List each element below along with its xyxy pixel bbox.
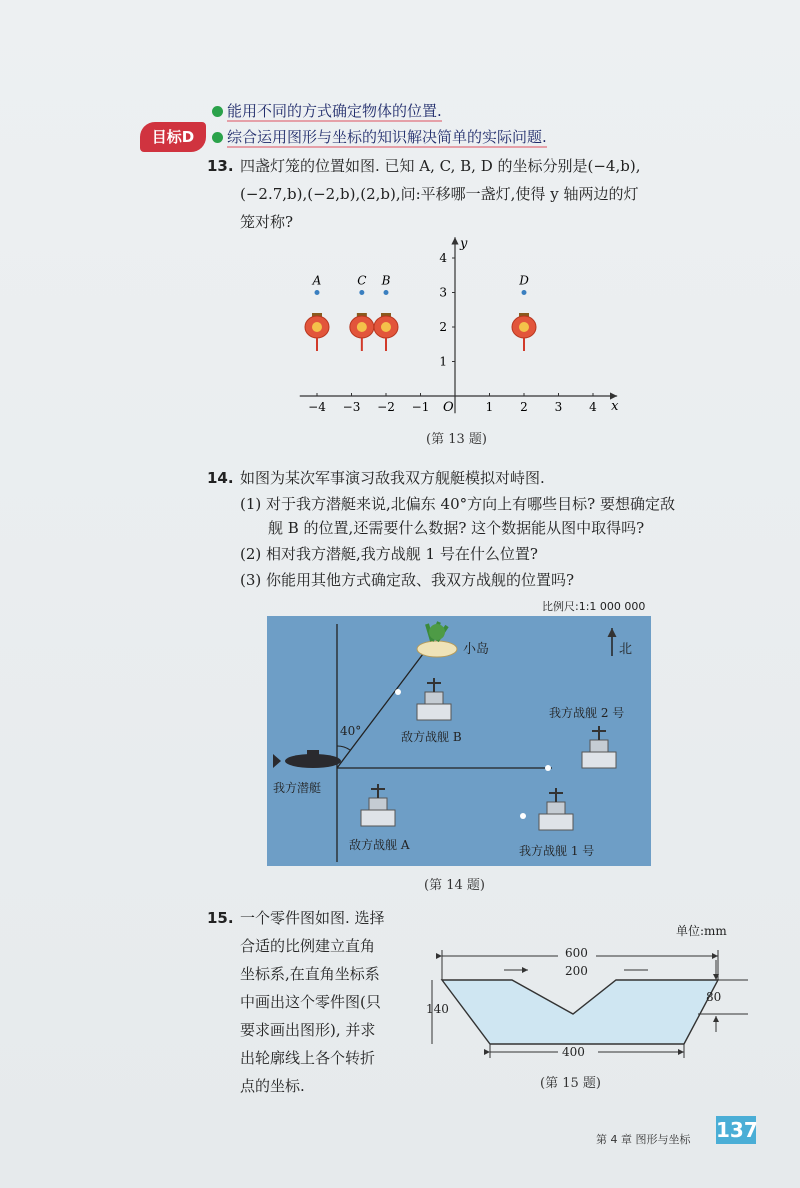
- x-tick-label: −2: [377, 400, 395, 414]
- y-tick-label: 2: [439, 320, 447, 334]
- scale-label: 比例尺:1:1 000 000: [542, 600, 646, 613]
- dimension-depth: 80: [706, 990, 722, 1004]
- data-point: [315, 290, 320, 295]
- question-13-line: (−2.7,b),(−2,b),(2,b),问:平移哪一盏灯,使得 y 轴两边的灯: [240, 185, 639, 203]
- coordinate-chart: [280, 228, 640, 418]
- lantern-center: [381, 322, 391, 332]
- point-marker: [520, 813, 526, 819]
- x-tick-label: −4: [308, 400, 326, 414]
- figure-caption: (第 13 题): [426, 432, 487, 447]
- our-ship-1-label: 我方战舰 1 号: [519, 844, 595, 858]
- question-number: 13.: [207, 157, 234, 175]
- question-14-intro: 如图为某次军事演习敌我双方舰艇模拟对峙图.: [240, 469, 545, 487]
- enemy-ship-b-label: 敌方战舰 B: [401, 730, 462, 744]
- figure-caption: (第 14 题): [424, 878, 485, 893]
- lantern-icon: [374, 313, 398, 351]
- island-icon: [417, 622, 457, 657]
- x-tick-label: −3: [342, 400, 361, 414]
- data-point: [522, 290, 527, 295]
- question-15-line: 坐标系,在直角坐标系: [240, 965, 380, 983]
- y-tick-label: 1: [439, 354, 447, 369]
- ship-icon: [582, 726, 616, 768]
- point-label: C: [357, 273, 367, 288]
- page-number: 137: [716, 1118, 758, 1142]
- bullet-icon: [212, 106, 223, 117]
- lantern-center: [312, 322, 322, 332]
- ship-icon: [539, 788, 573, 830]
- question-number: 15.: [207, 909, 234, 927]
- x-tick-label: −1: [411, 400, 430, 414]
- point-label: D: [519, 273, 529, 288]
- bullet-icon: [212, 132, 223, 143]
- question-15-line: 点的坐标.: [240, 1077, 305, 1095]
- enemy-ship-a-label: 敌方战舰 A: [349, 838, 410, 852]
- y-tick-label: 4: [439, 251, 447, 265]
- point-label: A: [312, 273, 322, 288]
- dimension-bottom: 400: [562, 1045, 585, 1059]
- question-13-line: 四盏灯笼的位置如图. 已知 A, C, B, D 的坐标分别是(−4,b),: [240, 157, 641, 175]
- question-14-part: (1) 对于我方潜艇来说,北偏东 40°方向上有哪些目标? 要想确定敌: [240, 495, 675, 513]
- x-tick-label: 2: [520, 400, 528, 414]
- goal-item: 能用不同的方式确定物体的位置.: [212, 100, 442, 121]
- our-ship-2-label: 我方战舰 2 号: [549, 706, 625, 720]
- x-tick-label: 3: [554, 400, 563, 414]
- part-outline: [442, 980, 718, 1044]
- lantern-center: [519, 322, 529, 332]
- battle-map: [267, 616, 651, 866]
- dimension-height: 140: [426, 1002, 449, 1016]
- question-15-line: 要求画出图形), 并求: [240, 1021, 376, 1039]
- ship-icon: [361, 784, 395, 826]
- question-15-line: 一个零件图如图. 选择: [240, 909, 385, 927]
- point-label: B: [381, 273, 391, 288]
- data-point: [384, 290, 389, 295]
- unit-label: 单位:mm: [676, 924, 727, 938]
- lantern-center: [357, 322, 367, 332]
- lantern-icon: [305, 313, 329, 351]
- angle-label: 40°: [340, 724, 362, 738]
- x-axis-label: x: [611, 399, 619, 414]
- question-13-line: 笼对称?: [240, 213, 294, 231]
- x-tick-label: 4: [589, 400, 597, 414]
- figure-caption: (第 15 题): [540, 1076, 601, 1091]
- origin-label: O: [443, 400, 454, 415]
- angle-arc: [337, 746, 350, 750]
- lantern-icon: [350, 313, 374, 351]
- data-point: [359, 290, 364, 295]
- bearing-line: [337, 646, 429, 768]
- dimension-notch: 200: [565, 964, 588, 978]
- chapter-label: 第 4 章 图形与坐标: [596, 1133, 691, 1146]
- objective-badge: 目标D: [140, 122, 206, 152]
- dimension-top: 600: [565, 946, 588, 960]
- submarine-label: 我方潜艇: [273, 781, 322, 795]
- question-14-part: (2) 相对我方潜艇,我方战舰 1 号在什么位置?: [240, 545, 538, 563]
- question-15-line: 出轮廓线上各个转折: [240, 1049, 376, 1067]
- north-label: 北: [619, 642, 633, 657]
- island-label: 小岛: [463, 642, 490, 657]
- y-axis-label: y: [460, 236, 468, 252]
- point-marker: [545, 765, 551, 771]
- question-14-part: (3) 你能用其他方式确定敌、我双方战舰的位置吗?: [240, 571, 575, 589]
- question-15-line: 中画出这个零件图(只: [240, 993, 381, 1011]
- question-number: 14.: [207, 469, 234, 487]
- point-marker: [395, 689, 401, 695]
- question-14-part: 舰 B 的位置,还需要什么数据? 这个数据能从图中取得吗?: [268, 519, 645, 537]
- ship-icon: [417, 678, 451, 720]
- lantern-icon: [512, 313, 536, 351]
- goal-item: 综合运用图形与坐标的知识解决简单的实际问题.: [212, 126, 547, 147]
- y-tick-label: 3: [439, 285, 447, 300]
- x-tick-label: 1: [485, 400, 494, 414]
- question-15-line: 合适的比例建立直角: [240, 937, 376, 955]
- submarine-icon: [273, 750, 341, 768]
